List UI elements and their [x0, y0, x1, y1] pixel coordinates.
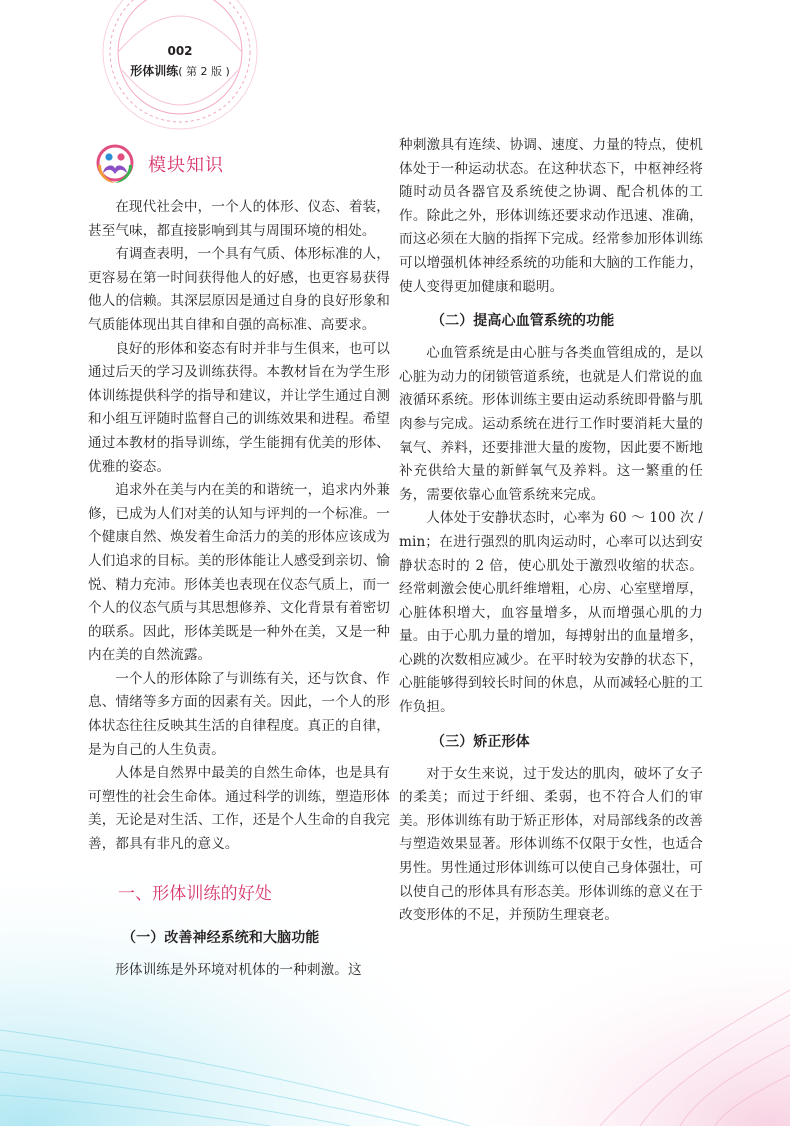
cardiovascular-paragraph-2: 人体处于安静状态时，心率为 60 ～ 100 次 / min；在进行强烈的肌肉运动时，心率可以达到安静状态时的 2 倍，使心肌处于激烈收缩的状态。经常刺激会使心肌纤维增粗，心房、心室壁增厚，心脏体积增大，血容量增多，从而增强心肌的力量。由于心肌力量的增加，每搏射出的血量增多，心跳的次数相应减少。在平时较为安静的状态下，心脏能够得到较长时间的休息，从而减轻心脏的工作负担。: [399, 510, 703, 716]
module-title: 模块知识: [148, 155, 224, 176]
page-number: 002: [167, 44, 193, 58]
book-title: [100, 62, 260, 79]
right-column: [399, 134, 703, 928]
intro-paragraph-3: 良好的形体和姿态有时并非与生俱来，也可以通过后天的学习及训练获得。本教材旨在为学生形体训练提供科学的指导和建议，并让学生通过自测和小组互评随时监督自己的训练效果和进程。希望通过本教材的指导训练，学生能拥有优美的形体、优雅的姿态。: [88, 340, 390, 475]
cardiovascular-paragraph-1: 心血管系统是由心脏与各类血管组成的，是以心脏为动力的闭锁管道系统，也就是人们常说的血液循环系统。形体训练主要由运动系统即骨骼与肌肉参与完成。运动系统在进行工作时要消耗大量的氧气、养料，还要排泄大量的废物，因此要不断地补充供给大量的新鲜氧气及养料。这一繁重的任务，需要依靠心血管系统来完成。: [399, 345, 703, 503]
book-edition: ( 第 2 版 ): [178, 65, 230, 78]
people-circle-logo-icon: [92, 143, 138, 185]
subheading-cardiovascular: （二）提高心血管系统的功能: [431, 313, 615, 330]
intro-paragraph-2: 有调查表明，一个具有气质、体形标准的人，更容易在第一时间获得他人的好感，也更容易获得他人的信赖。其深层原因是通过自身的良好形象和气质能体现出其自律和自强的高标准、高要求。: [88, 246, 390, 333]
intro-paragraph-1: 在现代社会中，一个人的体形、仪态、着装，甚至气味，都直接影响到其与周围环境的相处。: [88, 199, 390, 239]
subheading-body-correction: （三）矫正形体: [431, 733, 530, 750]
section-heading-benefits: 一、形体训练的好处: [118, 883, 272, 904]
nervous-system-paragraph-continued: 种刺激具有连续、协调、速度、力量的特点，使机体处于一种运动状态。在这种状态下，中枢神经将随时动员各器官及系统使之协调、配合机体的工作。除此之外，形体训练还要求动作迅速、准确，而这必须在大脑的指挥下完成。经常参加形体训练可以增强机体神经系统的功能和大脑的工作能力，使人变得更加健康和聪明。: [399, 137, 703, 295]
left-column: [88, 196, 390, 982]
page-header: [100, 0, 260, 130]
intro-paragraph-6: 人体是自然界中最美的自然生命体，也是具有可塑性的社会生命体。通过科学的训练，塑造形体美，无论是对生活、工作，还是个人生命的自我完善，都具有非凡的意义。: [88, 765, 390, 853]
intro-paragraph-5: 一个人的形体除了与训练有关，还与饮食、作息、情绪等多方面的因素有关。因此，一个人的形体状态往往反映其生活的自律程度。真正的自律，是为自己的人生负责。: [88, 670, 390, 758]
subheading-nervous-system: （一）改善神经系统和大脑功能: [122, 929, 320, 946]
intro-paragraph-4: 追求外在美与内在美的和谐统一，追求内外兼修，已成为人们对美的认知与评判的一个标准。一个健康自然、焕发着生命活力的美的形体应该成为人们追求的目标。美的形体能让人感受到亲切、愉悦、精力充沛。形体美也表现在仪态气质上，而一个人的仪态气质与其思想修养、文化背景有着密切的联系。因此，形体美既是一种外在美，又是一种内在美的自然流露。: [88, 482, 390, 664]
nervous-system-paragraph-start: 形体训练是外环境对机体的一种刺激。这: [115, 961, 362, 978]
book-title-text: 形体训练: [130, 64, 179, 78]
body-correction-paragraph: 对于女生来说，过于发达的肌肉，破坏了女子的柔美；而过于纤细、柔弱，也不符合人们的审美。形体训练有助于矫正形体，对局部线条的改善与塑造效果显著。形体训练不仅限于女性，也适合男性。男性通过形体训练可以使自己身体强壮，可以使自己的形体具有形态美。形体训练的意义在于改变形体的不足，并预防生理衰老。: [399, 765, 703, 924]
module-heading: [92, 143, 224, 185]
